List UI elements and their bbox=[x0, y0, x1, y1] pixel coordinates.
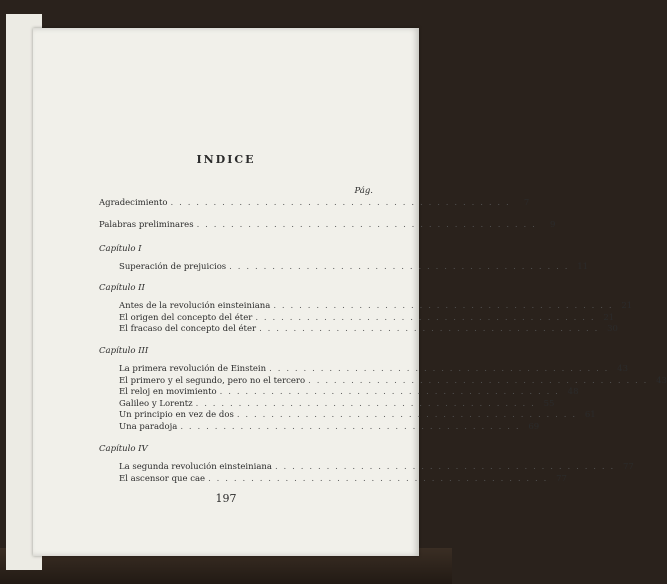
toc-entry-page: 43 bbox=[656, 375, 667, 386]
toc-title: INDICE bbox=[196, 153, 256, 166]
dot-leader: . . . . . . . . . . . . . . . . . . . . . . . . . . . . . . . . . . . . . . . . bbox=[274, 462, 615, 472]
toc-entry bbox=[119, 364, 628, 375]
dot-leader: . . . . . . . . . . . . . . . . . . . . . . . . . . . . . . . . . . . . . . . . bbox=[208, 473, 548, 484]
toc-entry-page: 55 bbox=[543, 398, 555, 409]
toc-entry-title: Una paradoja bbox=[119, 421, 178, 432]
toc-entry-page: 21 bbox=[603, 312, 615, 323]
dot-leader: . . . . . . . . . . . . . . . . . . . . . . . . . . . . . . . . . . . . . . . . bbox=[273, 301, 614, 311]
toc-entry bbox=[119, 324, 618, 335]
dot-leader: . . . . . . . . . . . . . . . . . . . . . . . . . . . . . . . . . . . . . . . . bbox=[236, 410, 577, 420]
chapter-label: Capítulo III bbox=[99, 346, 149, 356]
toc-entry-title: El primero y el segundo, pero no el tercero bbox=[119, 375, 306, 386]
toc-entry-title: El origen del concepto del éter bbox=[119, 312, 253, 323]
dot-leader: . . . . . . . . . . . . . . . . . . . . . . . . . . . . . . . . . . . . . . . . bbox=[229, 262, 570, 272]
toc-entry-title: El ascensor que cae bbox=[119, 473, 206, 484]
toc-entry bbox=[119, 262, 589, 273]
chapter-label: Capítulo IV bbox=[99, 444, 148, 454]
toc-entry bbox=[119, 375, 667, 387]
toc-entry-title: La primera revolución de Einstein bbox=[119, 364, 267, 374]
toc-entry-page: 21 bbox=[621, 301, 633, 311]
toc-entry-title: Palabras preliminares bbox=[99, 220, 194, 230]
toc-entry bbox=[119, 312, 615, 324]
toc-entry bbox=[119, 410, 596, 421]
toc-entry-page: 43 bbox=[617, 364, 628, 374]
toc-entry-page: 30 bbox=[607, 324, 618, 334]
chapter-label: Capítulo I bbox=[99, 244, 142, 254]
toc-entry-page: 69 bbox=[528, 421, 540, 432]
dot-leader: . . . . . . . . . . . . . . . . . . . . . . . . . . . . . . . . . . . . . . . . bbox=[308, 375, 648, 386]
toc-entry-title: El reloj en movimiento bbox=[119, 387, 217, 397]
toc-entry-title: Antes de la revolución einsteiniana bbox=[119, 301, 271, 311]
toc-entry bbox=[119, 387, 579, 398]
toc-entry bbox=[119, 473, 567, 485]
toc-entry-title: La segunda revolución einsteiniana bbox=[119, 462, 272, 472]
dot-leader: . . . . . . . . . . . . . . . . . . . . . . . . . . . . . . . . . . . . . . . . bbox=[170, 198, 511, 208]
toc-entry bbox=[119, 398, 555, 410]
dot-leader: . . . . . . . . . . . . . . . . . . . . . . . . . . . . . . . . . . . . . . . . bbox=[195, 398, 536, 409]
dot-leader: . . . . . . . . . . . . . . . . . . . . . . . . . . . . . . . . . . . . . . . . bbox=[269, 364, 609, 374]
toc-entry-page: 7 bbox=[523, 198, 530, 208]
toc-entry-page: 11 bbox=[577, 262, 589, 272]
page-column-label: Pág. bbox=[354, 186, 373, 196]
dot-leader: . . . . . . . . . . . . . . . . . . . . . . . . . . . . . . . . . . . . . . . . bbox=[259, 324, 599, 334]
chapter-label: Capítulo II bbox=[99, 283, 145, 293]
toc-entry bbox=[119, 301, 633, 312]
toc-entry bbox=[99, 220, 556, 231]
dot-leader: . . . . . . . . . . . . . . . . . . . . . . . . . . . . . . . . . . . . . . . . bbox=[255, 312, 596, 323]
dot-leader: . . . . . . . . . . . . . . . . . . . . . . . . . . . . . . . . . . . . . . . . bbox=[180, 421, 521, 432]
toc-entry bbox=[119, 421, 540, 433]
book-page bbox=[33, 28, 667, 556]
toc-entry-title: Galileo y Lorentz bbox=[119, 398, 193, 409]
toc-entry-page: 9 bbox=[550, 220, 556, 230]
toc-entry bbox=[119, 462, 634, 473]
toc-entry-title: Superación de prejuicios bbox=[119, 262, 227, 272]
toc-entry-page: 61 bbox=[584, 410, 596, 420]
toc-entry-title: El fracaso del concepto del éter bbox=[119, 324, 257, 334]
toc-entry-title: Agradecimiento bbox=[99, 198, 168, 208]
toc-entry-page: 77 bbox=[622, 462, 634, 472]
dot-leader: . . . . . . . . . . . . . . . . . . . . . . . . . . . . . . . . . . . . . . . . bbox=[219, 387, 560, 397]
dot-leader: . . . . . . . . . . . . . . . . . . . . . . . . . . . . . . . . . . . . . . . . bbox=[196, 220, 537, 230]
toc-entry-title: Un principio en vez de dos bbox=[119, 410, 234, 420]
toc-entry-page: 48 bbox=[567, 387, 579, 397]
toc-entry bbox=[99, 198, 530, 209]
page-number: 197 bbox=[215, 492, 237, 505]
toc-entry-page: 77 bbox=[556, 473, 567, 484]
